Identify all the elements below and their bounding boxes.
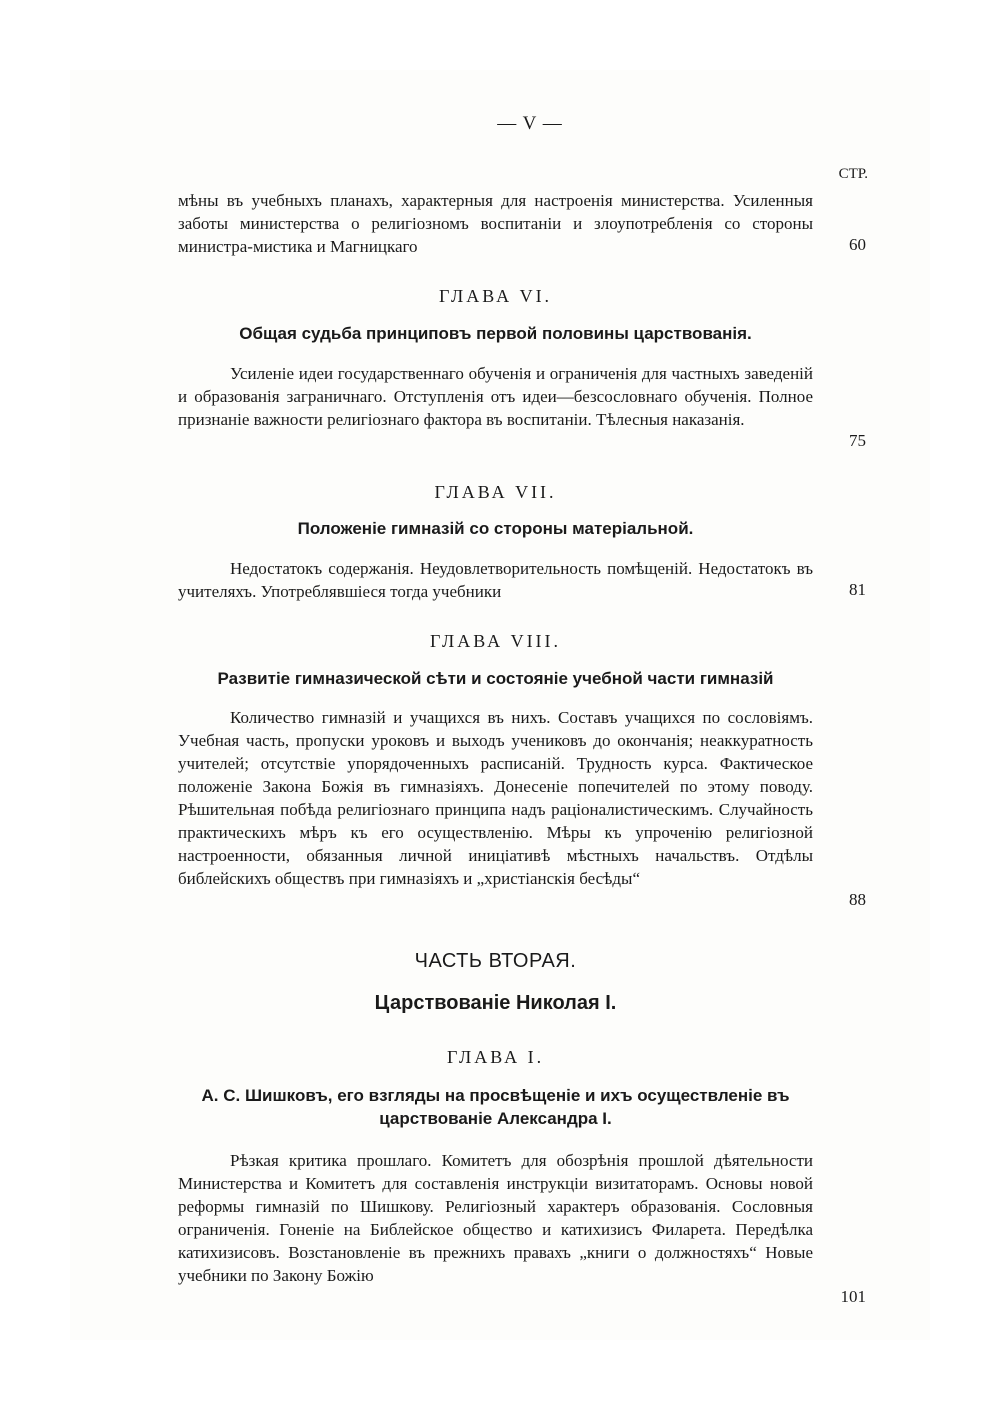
chapter-title: А. С. Шишковъ, его взгляды на просвѣщеніе и ихъ осуществленіе въ царствованіе Александра I.: [201, 1086, 790, 1128]
reign-title: Царствованіе Николая I.: [374, 992, 617, 1014]
chapter-summary-text: Количество гимназій и учащихся въ нихъ. Составъ учащихся по сословіямъ. Учебная часть, пропуски уроковъ и выходъ учениковъ до окончанія; неаккуратность учителей; отсутствіе упорядоченныхъ расписаній. Трудность курса. Фактическое положеніе Закона Божія въ гимназіяхъ. Донесеніе попечителей по этому поводу. Рѣшительная побѣда религіознаго принципа надъ раціоналистическимъ. Случайность практическихъ мѣръ къ его осуществленію. Мѣры къ упроченію религіозной настроенности, обязанныя личной иниціативѣ мѣстныхъ начальствъ. Отдѣлы библейскихъ обществъ при гимназіяхъ и „христіанскія бесѣды“: [178, 708, 813, 888]
chapter-page: 101: [840, 1287, 866, 1306]
toc-entry-page: 60: [849, 235, 866, 254]
chapter-summary-text: Усиленіе идеи государственнаго обученія и ограниченія для частныхъ заведеній и образованія заграничнаго. Отступленія отъ идеи—безсословнаго обученія. Полное признаніе важности религіознаго фактора въ воспитаніи. Тѣлесныя наказанія.: [178, 364, 813, 429]
chapter-summary-text: Недостатокъ содержанія. Неудовлетворительность помѣщеній. Недостатокъ въ учителяхъ. Употреблявшіеся тогда учебники: [178, 559, 813, 601]
part-title: ЧАСТЬ ВТОРАЯ.: [414, 950, 577, 972]
chapter-heading: ГЛАВА VI.: [438, 286, 553, 306]
chapter-heading: ГЛАВА I.: [446, 1047, 545, 1067]
chapter-summary-text: Рѣзкая критика прошлаго. Комитетъ для обозрѣнія прошлой дѣятельности Министерства и Комитетъ для составленія инструкціи визитаторамъ. Основы новой реформы гимназій по Шишкову. Религіозный характеръ образованія. Сословныя ограниченія. Гоненіе на Библейское общество и катихизисъ Филарета. Передѣлка катихизисовъ. Возстановленіе въ прежнихъ правахъ „книги о должностяхъ“ Новые учебники по Закону Божію: [178, 1151, 813, 1285]
chapter-page: 81: [849, 580, 866, 599]
chapter-heading: ГЛАВА VIII.: [429, 631, 562, 651]
pages-column-label: СТР.: [838, 166, 868, 182]
chapter-title: Развитіе гимназической сѣти и состояніе учебной части гимназій: [217, 669, 774, 688]
chapter-page: 75: [849, 431, 866, 450]
chapter-summary: [178, 362, 813, 431]
chapter-summary: [178, 557, 813, 603]
chapter-page: 88: [849, 890, 866, 909]
page-number: — V —: [497, 113, 563, 134]
chapter-title: Общая судьба принциповъ первой половины царствованія.: [239, 324, 752, 343]
chapter-heading: ГЛАВА VII.: [434, 482, 557, 502]
chapter-title: Положеніе гимназій со стороны матеріальной.: [297, 519, 694, 538]
toc-entry-text: мѣны въ учебныхъ планахъ, характерныя для настроенія министерства. Усиленныя заботы министерства о религіозномъ воспитаніи и злоупотребленія со стороны министра-мистика и Магницкаго: [178, 191, 813, 256]
chapter-summary: [178, 706, 813, 890]
chapter-summary: [178, 1149, 813, 1287]
